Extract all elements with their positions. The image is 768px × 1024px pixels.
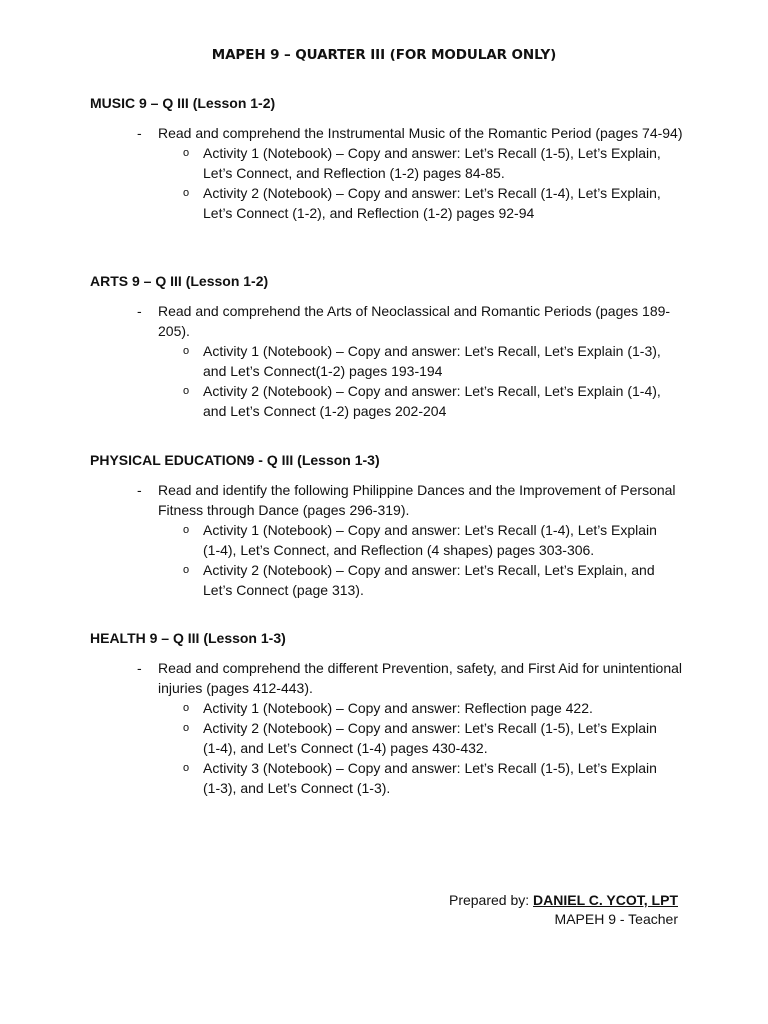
instruction-text: Read and comprehend the Instrumental Music of the Romantic Period (pages 74-94): [158, 125, 683, 141]
activity-text: Activity 2 (Notebook) – Copy and answer: Let’s Recall (1-4), Let’s Explain, Let’s Connect (1-2), and Reflection (1-2) pages 92-94: [203, 185, 661, 221]
section-physical-education: [90, 450, 690, 600]
activity-item: [90, 520, 690, 560]
activity-text: Activity 2 (Notebook) – Copy and answer: Let’s Recall (1-5), Let’s Explain (1-4), and Let’s Connect (1-4) pages 430-432.: [203, 720, 657, 756]
circle-bullet-icon: o: [183, 564, 190, 576]
activity-text: Activity 1 (Notebook) – Copy and answer: Reflection page 422.: [203, 700, 593, 716]
circle-bullet-icon: o: [183, 762, 190, 774]
activity-list: [158, 698, 690, 798]
section-heading: MUSIC 9 – Q III (Lesson 1-2): [90, 95, 276, 111]
dash-bullet: -: [137, 303, 142, 319]
section-heading: HEALTH 9 – Q III (Lesson 1-3): [90, 630, 286, 646]
document-title: MAPEH 9 – QUARTER III (FOR MODULAR ONLY): [211, 47, 557, 63]
activity-item: [90, 143, 690, 183]
activity-item: [90, 718, 690, 758]
section-heading: ARTS 9 – Q III (Lesson 1-2): [90, 273, 269, 289]
activity-text: Activity 2 (Notebook) – Copy and answer: Let’s Recall, Let’s Explain (1-4), and Let’s Connect (1-2) pages 202-204: [203, 383, 661, 419]
section-arts: [90, 271, 690, 421]
activity-item: [90, 341, 690, 381]
circle-bullet-icon: o: [183, 187, 190, 199]
teacher-role: MAPEH 9 - Teacher: [554, 911, 678, 927]
instruction-text: Read and identify the following Philippine Dances and the Improvement of Personal Fitness through Dance (pages 296-319).: [158, 482, 676, 518]
circle-bullet-icon: o: [183, 722, 190, 734]
activity-item: [90, 381, 690, 421]
circle-bullet-icon: o: [183, 345, 190, 357]
activity-list: [158, 341, 690, 421]
section-health: [90, 628, 690, 798]
circle-bullet-icon: o: [183, 702, 190, 714]
instruction-text: Read and comprehend the different Prevention, safety, and First Aid for unintentional injuries (pages 412-443).: [158, 660, 683, 696]
prepared-by-line: [449, 891, 678, 910]
dash-bullet: -: [137, 482, 142, 498]
prepared-by-label: Prepared by:: [448, 892, 534, 908]
activity-item: [90, 560, 690, 600]
teacher-name: DANIEL C. YCOT, LPT: [533, 892, 678, 908]
section-music: [90, 93, 690, 223]
main-instruction: [90, 123, 690, 223]
activity-text: Activity 1 (Notebook) – Copy and answer: Let’s Recall (1-5), Let’s Explain, Let’s Connect, and Reflection (1-2) pages 84-85.: [203, 145, 661, 181]
circle-bullet-icon: o: [183, 147, 190, 159]
dash-bullet: -: [137, 660, 142, 676]
circle-bullet-icon: o: [183, 524, 190, 536]
main-instruction: [90, 480, 690, 600]
activity-item: [90, 698, 690, 718]
activity-text: Activity 3 (Notebook) – Copy and answer: Let’s Recall (1-5), Let’s Explain (1-3), and Let’s Connect (1-3).: [203, 760, 657, 796]
activity-item: [90, 758, 690, 798]
instruction-text: Read and comprehend the Arts of Neoclassical and Romantic Periods (pages 189-205).: [158, 303, 671, 339]
activity-text: Activity 2 (Notebook) – Copy and answer: Let’s Recall, Let’s Explain, and Let’s Connect (page 313).: [203, 562, 655, 598]
signature-block: [449, 891, 678, 929]
circle-bullet-icon: o: [183, 385, 190, 397]
activity-list: [158, 520, 690, 600]
section-heading: PHYSICAL EDUCATION9 - Q III (Lesson 1-3): [90, 452, 380, 468]
activity-list: [158, 143, 690, 223]
activity-item: [90, 183, 690, 223]
activity-text: Activity 1 (Notebook) – Copy and answer: Let’s Recall (1-4), Let’s Explain (1-4), Let’s Connect, and Reflection (4 shapes) pages 303-306.: [203, 522, 657, 558]
activity-text: Activity 1 (Notebook) – Copy and answer: Let’s Recall, Let’s Explain (1-3), and Let’s Connect(1-2) pages 193-194: [203, 343, 661, 379]
main-instruction: [90, 658, 690, 798]
main-instruction: [90, 301, 690, 421]
dash-bullet: -: [137, 125, 142, 141]
